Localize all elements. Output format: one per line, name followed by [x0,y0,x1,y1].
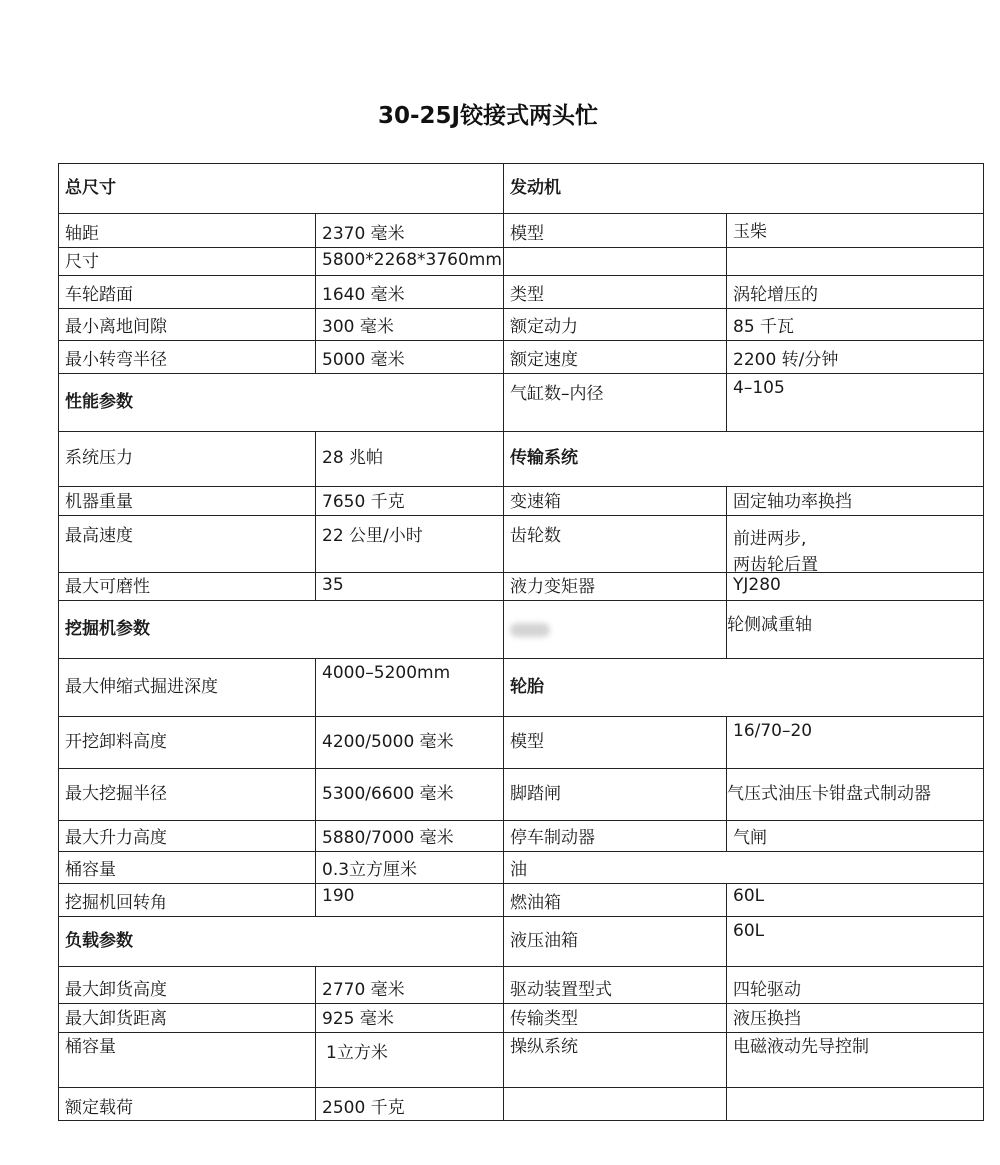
lift-height-value: 5880/7000 毫米 [315,820,503,851]
turn-radius-value: 5000 毫米 [315,340,503,373]
hydraulic-tank-value: 60L [726,916,984,966]
cylinders-value: 4–105 [726,373,984,431]
system-pressure-label: 系统压力 [58,431,315,486]
dump-height-value: 4200/5000 毫米 [315,716,503,768]
rated-load-label: 额定载荷 [58,1087,315,1121]
rated-power-label: 额定动力 [503,308,726,340]
rated-speed-value: 2200 转/分钟 [726,340,984,373]
tire-model-label: 模型 [503,716,726,768]
dig-radius-value: 5300/6600 毫米 [315,768,503,820]
torque-converter-label: 液力变矩器 [503,572,726,600]
ground-clearance-label: 最小离地间隙 [58,308,315,340]
redacted-blur [510,623,550,637]
control-system-label: 操纵系统 [503,1032,726,1087]
slew-angle-value: 190 [315,883,503,916]
bucket-capacity-load-label: 桶容量 [58,1032,315,1087]
tire-model-value: 16/70–20 [726,716,984,768]
turn-radius-label: 最小转弯半径 [58,340,315,373]
redacted-label [503,600,726,658]
parking-brake-value: 气闸 [726,820,984,851]
dig-depth-value: 4000–5200mm [315,658,503,716]
drive-type-label: 驱动装置型式 [503,966,726,1003]
service-brake-label: 脚踏闸 [503,768,726,820]
unload-height-value: 2770 毫米 [315,966,503,1003]
rated-power-value: 85 千瓦 [726,308,984,340]
engine-model-value: 玉柴 [726,213,984,247]
ground-clearance-value: 300 毫米 [315,308,503,340]
machine-weight-value: 7650 千克 [315,486,503,515]
rated-speed-label: 额定速度 [503,340,726,373]
size-label: 尺寸 [58,247,315,275]
dump-height-label: 开挖卸料高度 [58,716,315,768]
slew-angle-label: 挖掘机回转角 [58,883,315,916]
max-speed-value: 22 公里/小时 [315,515,503,572]
engine-type-value: 涡轮增压的 [726,275,984,308]
gears-value-line1: 前进两步, [733,529,807,549]
tread-label: 车轮踏面 [58,275,315,308]
axle-value: 轮侧减重轴 [726,600,984,658]
empty-cell [503,1087,726,1121]
empty-cell [726,1087,984,1121]
dig-radius-label: 最大挖掘半径 [58,768,315,820]
service-brake-value: 气压式油压卡钳盘式制动器 [726,768,984,820]
gearbox-value: 固定轴功率换挡 [726,486,984,515]
gearbox-label: 变速箱 [503,486,726,515]
size-value: 5800*2268*3760mm [315,247,503,275]
bucket-capacity-excavator-label: 桶容量 [58,851,315,883]
max-gradeability-value: 35 [315,572,503,600]
max-gradeability-label: 最大可磨性 [58,572,315,600]
rated-load-value: 2500 千克 [315,1087,503,1121]
torque-converter-value: YJ280 [726,572,984,600]
unload-distance-label: 最大卸货距离 [58,1003,315,1032]
section-header-load: 负载参数 [58,916,503,966]
transmission-type-value: 液压换挡 [726,1003,984,1032]
gears-value [726,515,984,572]
engine-model-label: 模型 [503,213,726,247]
lift-height-label: 最大升力高度 [58,820,315,851]
gears-label: 齿轮数 [503,515,726,572]
bucket-capacity-excavator-value: 0.3立方厘米 [315,851,503,883]
transmission-type-label: 传输类型 [503,1003,726,1032]
empty-cell [503,247,726,275]
wheelbase-value: 2370 毫米 [315,213,503,247]
section-header-dimensions: 总尺寸 [58,163,503,213]
spec-table [58,163,984,1121]
gears-value-line2: 两齿轮后置 [733,555,818,572]
section-header-engine: 发动机 [503,163,984,213]
fuel-tank-value: 60L [726,883,984,916]
control-system-value: 电磁液动先导控制 [726,1032,984,1087]
max-speed-label: 最高速度 [58,515,315,572]
document-title: 30-25J铰接式两头忙 [377,103,599,129]
unload-height-label: 最大卸货高度 [58,966,315,1003]
hydraulic-tank-label: 液压油箱 [503,916,726,966]
empty-cell [726,247,984,275]
engine-type-label: 类型 [503,275,726,308]
section-header-transmission: 传输系统 [503,431,984,486]
system-pressure-value: 28 兆帕 [315,431,503,486]
parking-brake-label: 停车制动器 [503,820,726,851]
section-header-performance: 性能参数 [58,373,503,431]
bucket-capacity-load-value: 1立方米 [315,1032,503,1087]
machine-weight-label: 机器重量 [58,486,315,515]
dig-depth-label: 最大伸缩式掘进深度 [58,658,315,716]
section-header-tires: 轮胎 [503,658,984,716]
wheelbase-label: 轴距 [58,213,315,247]
section-header-excavator: 挖掘机参数 [58,600,503,658]
cylinders-label: 气缸数–内径 [503,373,726,431]
tread-value: 1640 毫米 [315,275,503,308]
unload-distance-value: 925 毫米 [315,1003,503,1032]
fuel-tank-label: 燃油箱 [503,883,726,916]
oil-label: 油 [503,851,984,883]
drive-type-value: 四轮驱动 [726,966,984,1003]
